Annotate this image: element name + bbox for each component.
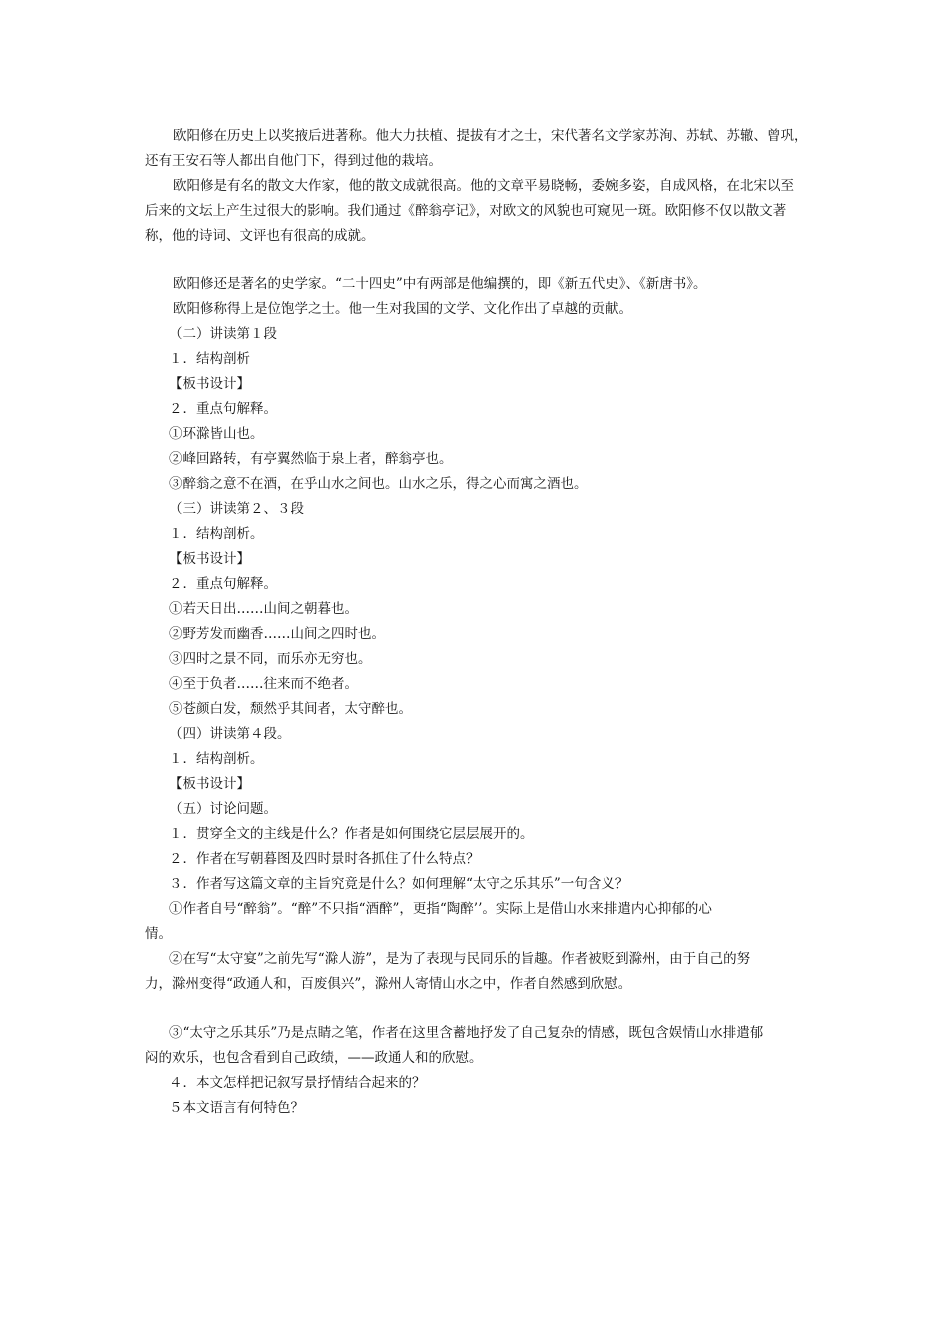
answer-line: 闷的欢乐，也包含看到自己政绩，——政通人和的欣慰。 [145,1050,483,1066]
list-item: ②野芳发而幽香……山间之四时也。 [169,626,385,642]
list-item: ①环滁皆山也。 [169,426,264,442]
board-design-label: 【板书设计】 [169,776,250,792]
subsection-label: １．结构剖析。 [169,526,264,542]
question: ５本文语言有何特色？ [169,1100,304,1116]
paragraph-line: 后来的文坛上产生过很大的影响。我们通过《醉翁亭记》，对欧文的风貌也可窥见一斑。欧阳修不仅以散文著 [145,203,787,219]
paragraph-line: 称，他的诗词、文评也有很高的成就。 [145,228,375,244]
board-design-label: 【板书设计】 [169,551,250,567]
list-item: ⑤苍颜白发，颓然乎其间者，太守醉也。 [169,701,412,717]
section-heading: （五）讨论问题。 [169,801,277,817]
list-item: ④至于负者……往来而不绝者。 [169,676,358,692]
board-design-label: 【板书设计】 [169,376,250,392]
paragraph-line: 还有王安石等人都出自他门下，得到过他的栽培。 [145,153,442,169]
question: ２．作者在写朝暮图及四时景时各抓住了什么特点？ [169,851,480,867]
answer-line: 力，滁州变得“政通人和，百废俱兴”，滁州人寄情山水之中，作者自然感到欣慰。 [145,976,632,992]
paragraph-line: 欧阳修称得上是位饱学之士。他一生对我国的文学、文化作出了卓越的贡献。 [173,301,632,317]
section-heading: （二）讲读第１段 [169,326,277,342]
list-item: ②峰回路转，有亭翼然临于泉上者，醉翁亭也。 [169,451,453,467]
paragraph-line: 欧阳修还是著名的史学家。“二十四史”中有两部是他编撰的，即《新五代史》、《新唐书》。 [173,276,707,292]
list-item: ③醉翁之意不在酒，在乎山水之间也。山水之乐，得之心而寓之酒也。 [169,476,588,492]
question: ４．本文怎样把记叙写景抒情结合起来的？ [169,1075,426,1091]
subsection-label: ２．重点句解释。 [169,576,277,592]
subsection-label: １．结构剖析。 [169,751,264,767]
list-item: ①若天日出……山间之朝暮也。 [169,601,358,617]
subsection-label: ２．重点句解释。 [169,401,277,417]
section-heading: （四）讲读第４段。 [169,726,291,742]
answer-line: ②在写“太守宴”之前先写“滁人游”，是为了表现与民同乐的旨趣。作者被贬到滁州，由于自己的努 [169,951,751,967]
answer-line: ①作者自号“醉翁”。“醉”不只指“酒醉”，更指“陶醉’’。实际上是借山水来排遣内心抑郁的心 [169,901,712,917]
paragraph-line: 欧阳修是有名的散文大作家，他的散文成就很高。他的文章平易晓畅，委婉多姿，自成风格，在北宋以至 [173,178,794,194]
section-heading: （三）讲读第２、３段 [169,501,304,517]
subsection-label: １．结构剖析 [169,351,250,367]
paragraph-line: 欧阳修在历史上以奖掖后进著称。他大力扶植、提拔有才之士，宋代著名文学家苏洵、苏轼、苏辙、曾巩， [173,128,808,144]
question: ３．作者写这篇文章的主旨究竟是什么？如何理解“太守之乐其乐”一句含义？ [169,876,629,892]
answer-line: ③“太守之乐其乐”乃是点睛之笔，作者在这里含蓄地抒发了自己复杂的情感，既包含娱情山水排遣郁 [169,1025,764,1041]
question: １．贯穿全文的主线是什么？作者是如何围绕它层层展开的。 [169,826,534,842]
list-item: ③四时之景不同，而乐亦无穷也。 [169,651,372,667]
answer-line: 情。 [145,926,172,942]
